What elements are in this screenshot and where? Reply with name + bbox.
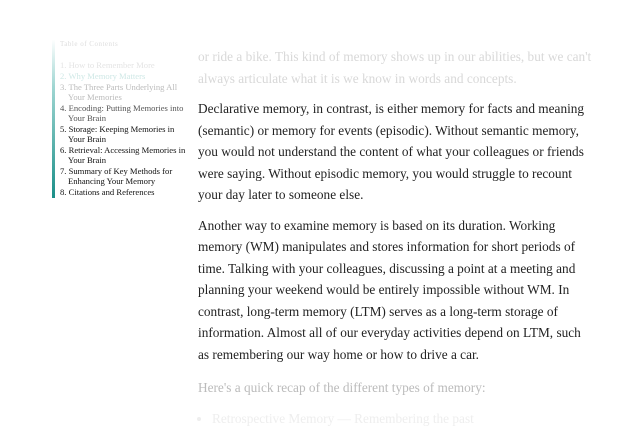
paragraph-declarative: Declarative memory, in contrast, is either memory for facts and meaning (semantic) or memory for events (episodic). Without semantic memory, you would not understand the content of what your colleagues or friends were saying. Without episodic memory, you would struggle to recount your day later to someone else. [198,98,593,206]
toc-item-3[interactable]: 3. The Three Parts Underlying All Your Memories [60,82,190,102]
toc-heading: Table of Contents [60,40,190,48]
paragraph-recap: Here's a quick recap of the different types of memory: [198,377,593,399]
paragraph-procedural: or ride a bike. This kind of memory shows up in our abilities, but we can't always articulate what it is we know in words and concepts. [198,46,593,89]
toc-item-6[interactable]: 6. Retrieval: Accessing Memories in Your Brain [60,145,190,165]
list-item: • Retrospective Memory — Remembering the past [212,408,593,429]
table-of-contents [52,40,190,198]
paragraph-duration: Another way to examine memory is based on its duration. Working memory (WM) manipulates and stores information for short periods of time. Talking with your colleagues, discussing a point at a meeting and planning your weekend would be entirely impossible without WM. In contrast, long-term memory (LTM) serves as a long-term storage of information. Almost all of our everyday activities depend on LTM, such as remembering our way home or how to drive a car. [198,215,593,366]
toc-item-2[interactable]: 2. Why Memory Matters [60,71,190,81]
toc-item-1[interactable]: 1. How to Remember More [60,60,190,70]
toc-item-5[interactable]: 5. Storage: Keeping Memories in Your Brain [60,124,190,144]
article-body [198,24,593,429]
toc-item-8[interactable]: 8. Citations and References [60,187,190,197]
toc-item-7[interactable]: 7. Summary of Key Methods for Enhancing Your Memory [60,166,190,186]
toc-item-4[interactable]: 4. Encoding: Putting Memories into Your Brain [60,103,190,123]
memory-types-list [198,408,593,429]
